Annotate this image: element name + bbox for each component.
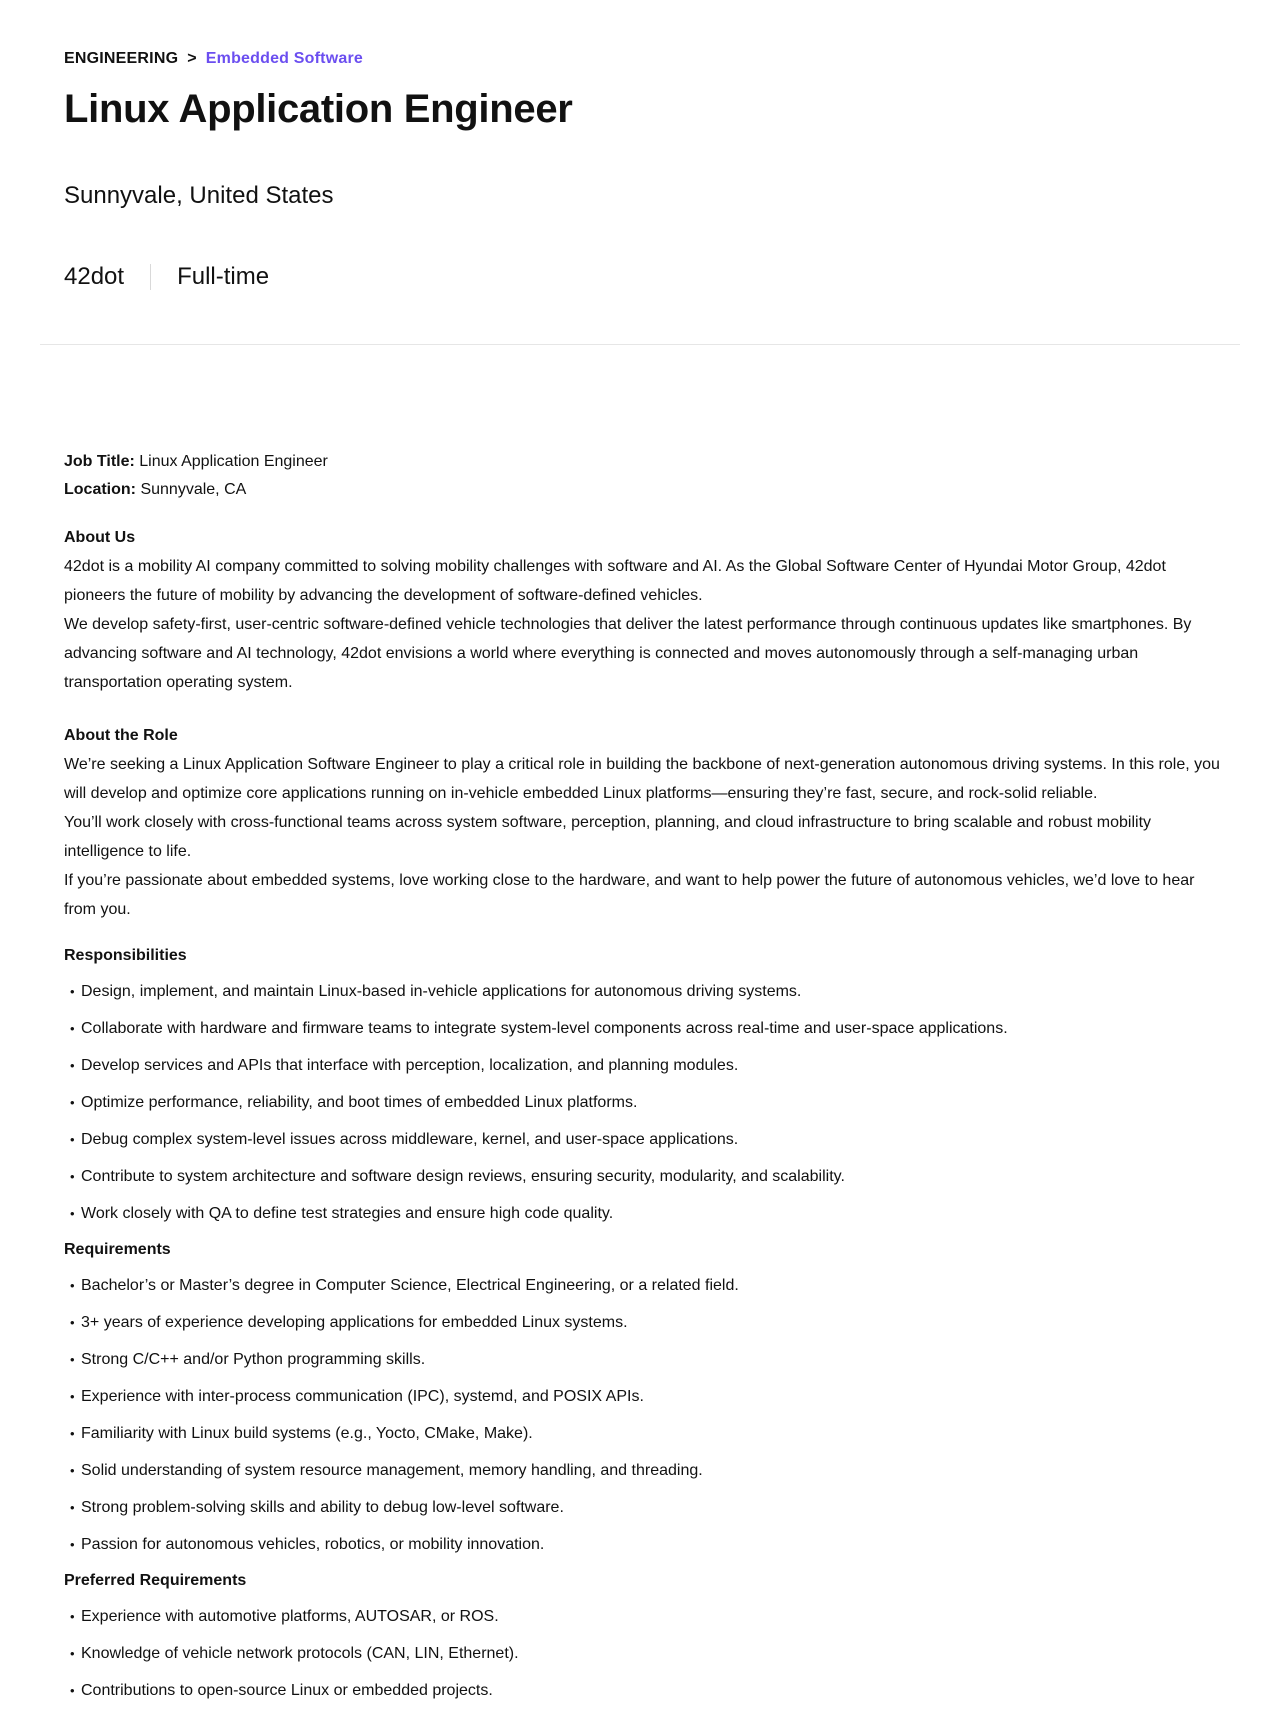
list-item: • Familiarity with Linux build systems (e.g., Yocto, CMake, Make). xyxy=(64,1415,1224,1452)
location-value: Sunnyvale, CA xyxy=(140,481,247,498)
meta-divider xyxy=(150,264,151,290)
requirements-heading: Requirements xyxy=(64,1241,171,1258)
header-divider xyxy=(40,344,1240,345)
job-title-label: Job Title: xyxy=(64,453,135,470)
list-item: • Work closely with QA to define test strategies and ensure high code quality. xyxy=(64,1195,1224,1232)
list-item: • Experience with inter-process communication (IPC), systemd, and POSIX APIs. xyxy=(64,1378,1224,1415)
job-meta xyxy=(64,261,1216,293)
list-item: • Solid understanding of system resource management, memory handling, and threading. xyxy=(64,1452,1224,1489)
job-title-field xyxy=(64,448,1224,476)
list-item: • Design, implement, and maintain Linux-based in-vehicle applications for autonomous driving systems. xyxy=(64,973,1224,1010)
job-header xyxy=(0,0,1280,296)
location-field xyxy=(64,476,1224,504)
list-item: • Strong C/C++ and/or Python programming skills. xyxy=(64,1341,1224,1378)
breadcrumb-root[interactable]: ENGINEERING xyxy=(64,50,179,67)
list-item: • Develop services and APIs that interface with perception, localization, and planning modules. xyxy=(64,1047,1224,1084)
about-us-heading: About Us xyxy=(64,529,136,546)
list-item: • Contributions to open-source Linux or embedded projects. xyxy=(64,1672,1224,1709)
about-us-paragraph: 42dot is a mobility AI company committed to solving mobility challenges with software and AI. As the Global Software Center of Hyundai Motor Group, 42dot pioneers the future of mobility by advancing the development of software-defined vehicles. xyxy=(64,558,1166,604)
breadcrumb-separator: > xyxy=(187,50,197,67)
list-item: • Experience with automotive platforms, AUTOSAR, or ROS. xyxy=(64,1598,1224,1635)
responsibilities-heading: Responsibilities xyxy=(64,947,187,964)
about-role-paragraph: We’re seeking a Linux Application Software Engineer to play a critical role in building the backbone of next-generation autonomous driving systems. In this role, you will develop and optimize core applications running on in-vehicle embedded Linux platforms—ensuring they’re fast, secure, and rock-solid reliable. xyxy=(64,756,1220,802)
list-item: • Debug complex system-level issues across middleware, kernel, and user-space applications. xyxy=(64,1121,1224,1158)
about-role-paragraph: If you’re passionate about embedded systems, love working close to the hardware, and want to help power the future of autonomous vehicles, we’d love to hear from you. xyxy=(64,872,1195,918)
about-role-heading: About the Role xyxy=(64,727,178,744)
list-item: • Strong problem-solving skills and ability to debug low-level software. xyxy=(64,1489,1224,1526)
about-us-paragraph: We develop safety-first, user-centric software-defined vehicle technologies that deliver the latest performance through continuous updates like smartphones. By advancing software and AI technology, 42dot envisions a world where everything is connected and moves autonomously through a self-managing urban transportation operating system. xyxy=(64,616,1192,691)
breadcrumb-current[interactable]: Embedded Software xyxy=(205,50,363,67)
employment-type: Full-time xyxy=(177,263,270,290)
location-label: Location: xyxy=(64,481,136,498)
about-role-paragraph: You’ll work closely with cross-functional teams across system software, perception, planning, and cloud infrastructure to bring scalable and robust mobility intelligence to life. xyxy=(64,814,1152,860)
list-item: • Contribute to system architecture and software design reviews, ensuring security, modularity, and scalability. xyxy=(64,1158,1224,1195)
list-item: • Optimize performance, reliability, and boot times of embedded Linux platforms. xyxy=(64,1084,1224,1121)
company-name: 42dot xyxy=(64,263,125,290)
responsibilities-list xyxy=(64,973,1224,1232)
job-location: Sunnyvale, United States xyxy=(64,182,334,209)
job-description xyxy=(64,448,1224,1709)
preferred-requirements-list xyxy=(64,1598,1224,1709)
list-item: • Collaborate with hardware and firmware teams to integrate system-level components across real-time and user-space applications. xyxy=(64,1010,1224,1047)
breadcrumb xyxy=(64,48,1216,70)
preferred-requirements-heading: Preferred Requirements xyxy=(64,1572,247,1589)
page-title: Linux Application Engineer xyxy=(64,87,573,131)
requirements-list xyxy=(64,1267,1224,1563)
list-item: • Bachelor’s or Master’s degree in Computer Science, Electrical Engineering, or a related field. xyxy=(64,1267,1224,1304)
list-item: • 3+ years of experience developing applications for embedded Linux systems. xyxy=(64,1304,1224,1341)
list-item: • Passion for autonomous vehicles, robotics, or mobility innovation. xyxy=(64,1526,1224,1563)
job-title-value: Linux Application Engineer xyxy=(139,453,328,470)
list-item: • Knowledge of vehicle network protocols (CAN, LIN, Ethernet). xyxy=(64,1635,1224,1672)
